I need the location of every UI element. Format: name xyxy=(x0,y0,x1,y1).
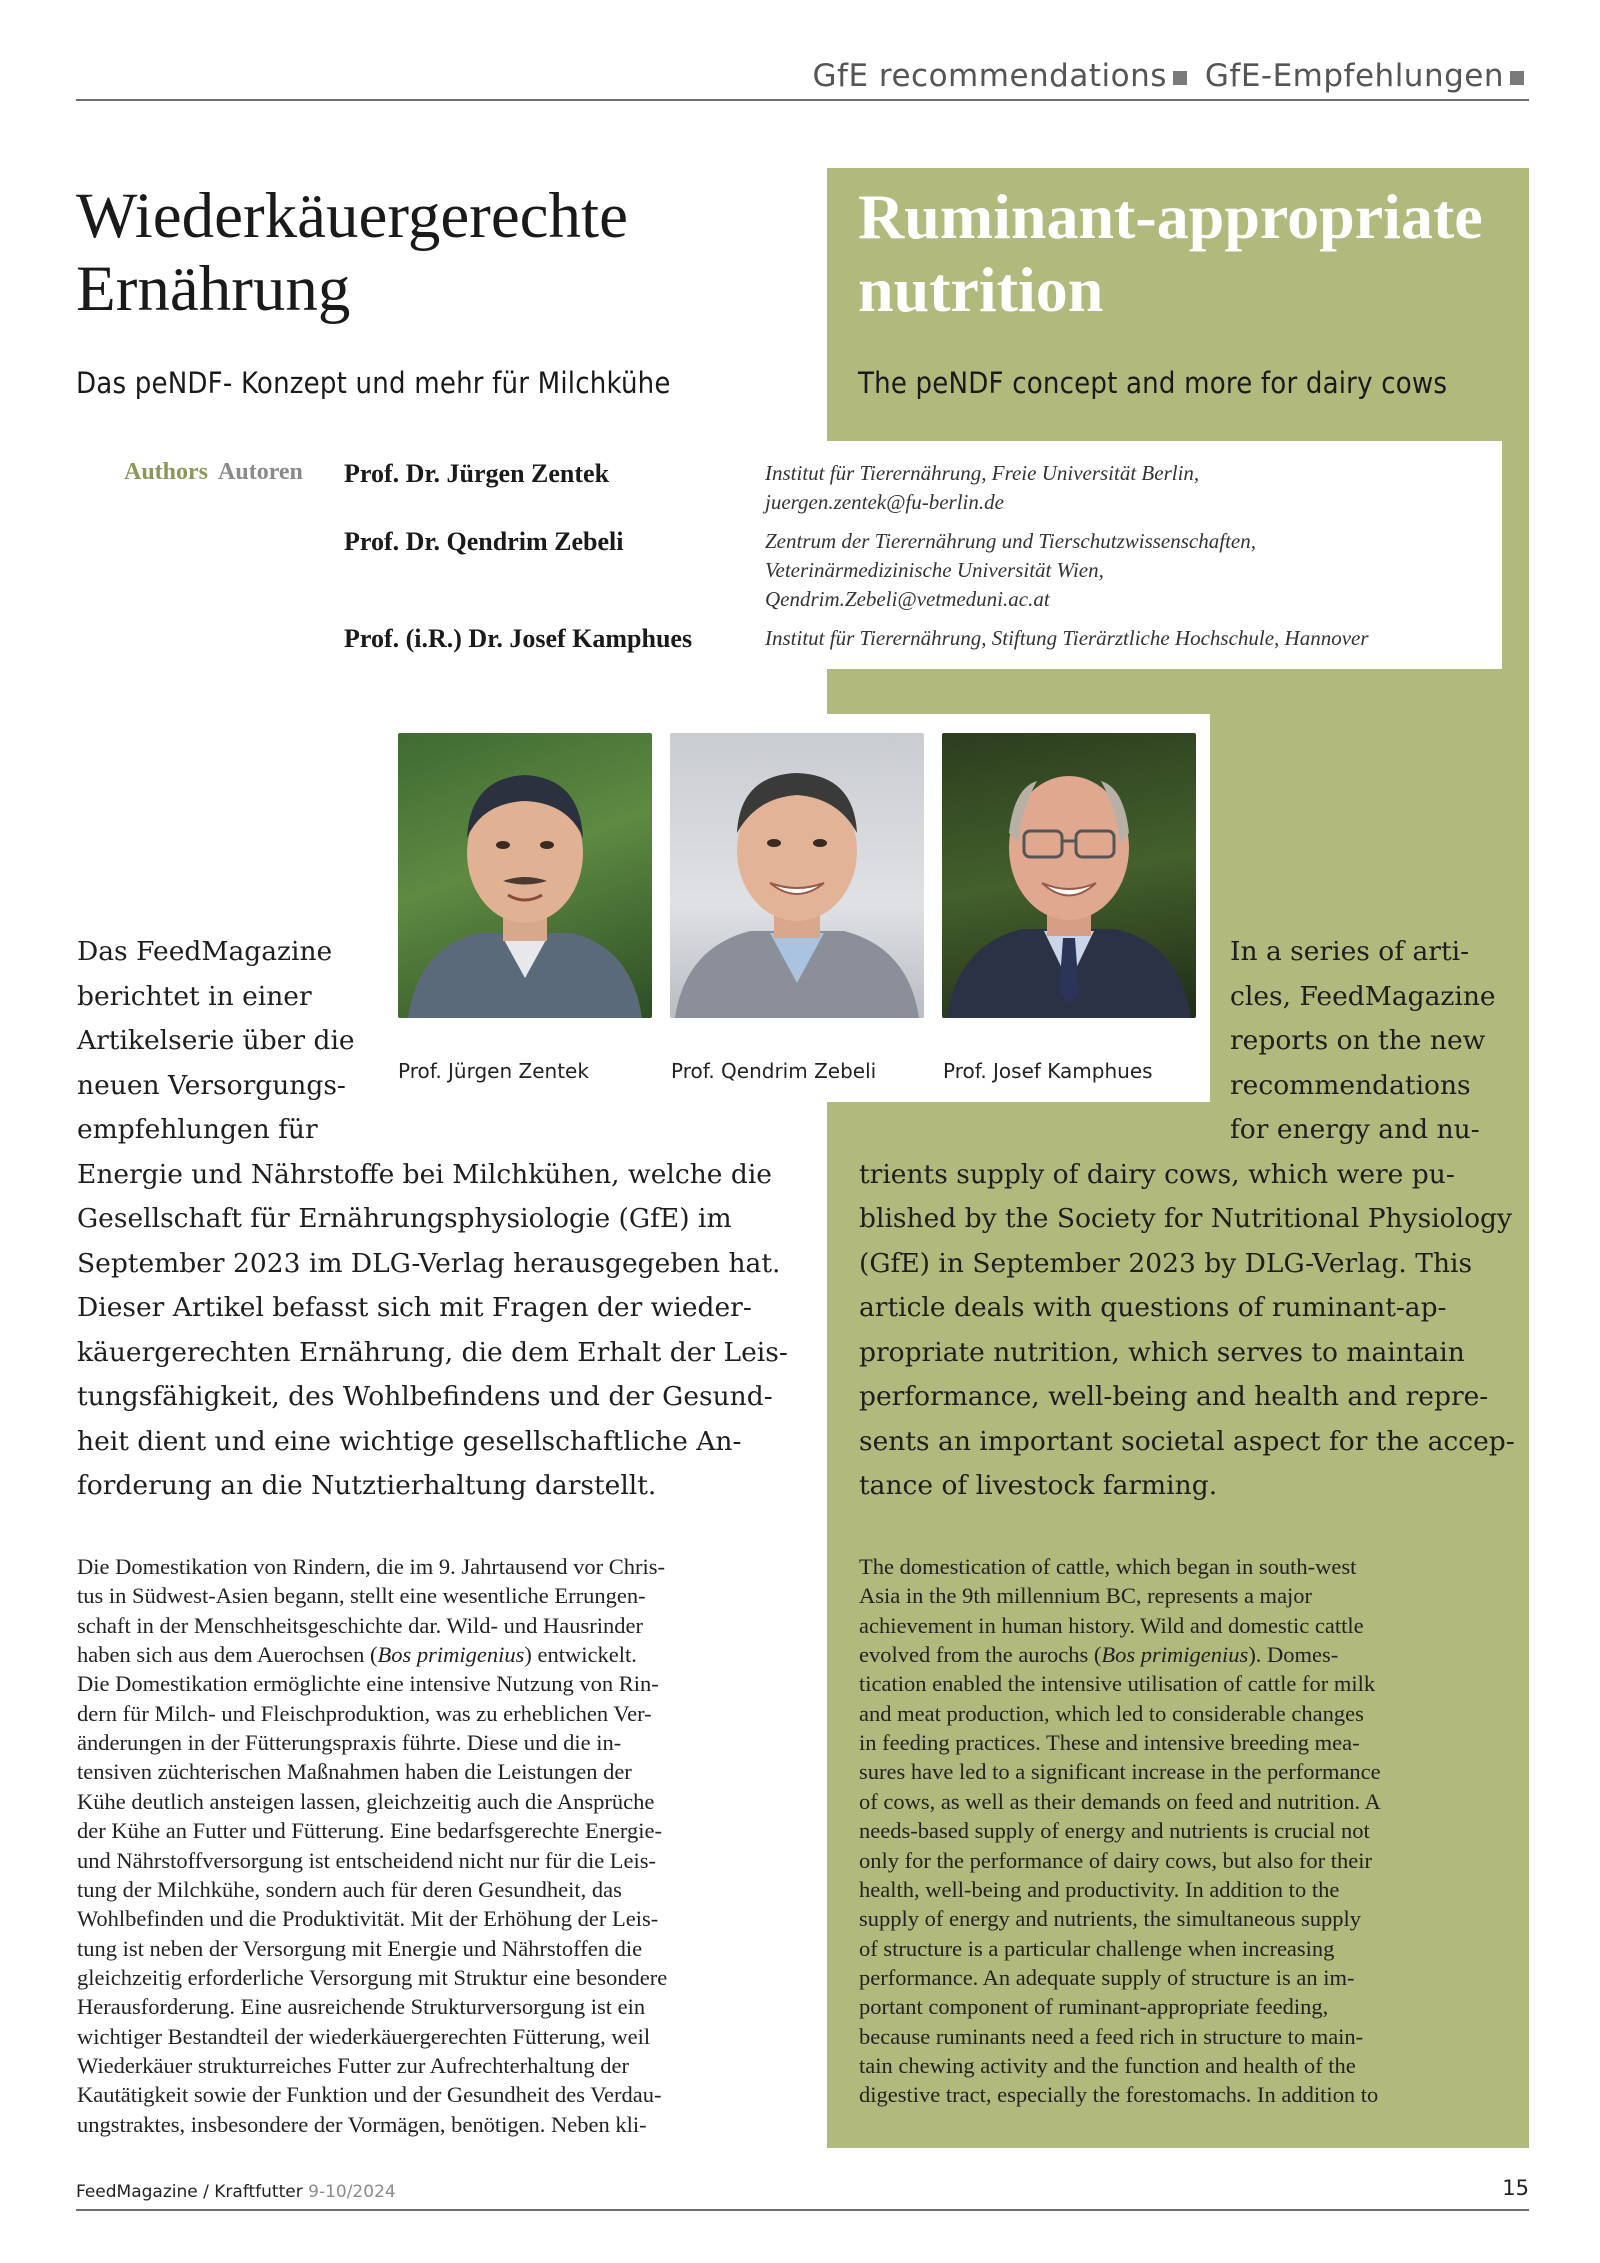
author-name-zebeli: Prof. Dr. Qendrim Zebeli xyxy=(344,527,624,556)
body-line: gleichzeitig erforderliche Versorgung mit Struktur eine besondere xyxy=(77,1964,668,1990)
subtitle-en: The peNDF concept and more for dairy cows xyxy=(858,366,1448,400)
body-line: haben sich aus dem Auerochsen (Bos primigenius) entwickelt. xyxy=(77,1642,637,1668)
authors-label: Authors Autoren xyxy=(124,459,303,485)
body-line: sures have led to a significant increase in the performance xyxy=(859,1759,1381,1785)
author-name-zentek: Prof. Dr. Jürgen Zentek xyxy=(344,459,610,488)
author-name-kamphues: Prof. (i.R.) Dr. Josef Kamphues xyxy=(344,624,693,653)
author-affiliation-zentek: Institut für Tierernährung, Freie Universität Berlin, juergen.zentek@fu-berlin.de xyxy=(765,461,1200,514)
body-line: because ruminants need a feed rich in structure to main- xyxy=(859,2023,1364,2049)
page-number: 15 xyxy=(1502,2176,1529,2200)
photo-caption-kamphues: Prof. Josef Kamphues xyxy=(943,1059,1153,1083)
author-affiliation-zebeli: Zentrum der Tierernährung und Tierschutzwissenschaften, Veterinärmedizinische Universität Wien, Qendrim.Zebeli@vetmeduni.ac.at xyxy=(765,529,1256,611)
body-line: Die Domestikation von Rindern, die im 9. Jahrtausend vor Chris- xyxy=(77,1554,666,1579)
body-line: in feeding practices. These and intensive breeding mea- xyxy=(859,1730,1360,1756)
body-line: schaft in der Menschheitsgeschichte dar. Wild- und Hausrinder xyxy=(77,1612,644,1638)
body-line: Wiederkäuer strukturreiches Futter zur Aufrechterhaltung der xyxy=(77,2052,629,2078)
body-line: ungstraktes, insbesondere der Vormägen, benötigen. Neben kli- xyxy=(77,2111,647,2137)
photo-caption-zebeli: Prof. Qendrim Zebeli xyxy=(671,1059,877,1083)
body-line: portant component of ruminant-appropriate feeding, xyxy=(859,1994,1329,2020)
body-line: und Nährstoffversorgung ist entscheidend nicht nur für die Leis- xyxy=(77,1847,657,1873)
body-line: der Kühe an Futter und Fütterung. Eine bedarfsgerechte Energie- xyxy=(77,1818,662,1844)
subtitle-de: Das peNDF- Konzept und mehr für Milchkühe xyxy=(76,366,671,400)
body-line: tung der Milchkühe, sondern auch für deren Gesundheit, das xyxy=(77,1876,622,1902)
body-line: achievement in human history. Wild and domestic cattle xyxy=(859,1612,1364,1638)
running-head xyxy=(813,58,1524,94)
body-line: wichtiger Bestandteil der wiederkäuergerechten Fütterung, weil xyxy=(77,2023,651,2049)
body-line: tication enabled the intensive utilisation of cattle for milk xyxy=(859,1671,1376,1697)
body-line: The domestication of cattle, which began in south-west xyxy=(859,1554,1357,1579)
author-affiliation-kamphues: Institut für Tierernährung, Stiftung Tierärztliche Hochschule, Hannover xyxy=(765,626,1369,650)
body-line: only for the performance of dairy cows, but also for their xyxy=(859,1847,1372,1873)
body-line: Herausforderung. Eine ausreichende Strukturversorgung ist ein xyxy=(77,1994,646,2020)
title-de: Wiederkäuergerechte Ernährung xyxy=(76,180,628,325)
body-line: digestive tract, especially the forestomachs. In addition to xyxy=(859,2082,1379,2108)
footer-rule xyxy=(76,2209,1529,2211)
body-line: Asia in the 9th millennium BC, represents a major xyxy=(859,1583,1313,1609)
portrait-photo-zebeli xyxy=(670,733,924,1018)
body-line: needs-based supply of energy and nutrients is crucial not xyxy=(859,1818,1370,1844)
body-line: Die Domestikation ermöglichte eine intensive Nutzung von Rin- xyxy=(77,1671,659,1697)
body-line: tain chewing activity and the function and health of the xyxy=(859,2052,1356,2078)
section-en: GfE recommendations xyxy=(812,58,1167,94)
photo-caption-zentek: Prof. Jürgen Zentek xyxy=(398,1059,589,1083)
header-rule xyxy=(76,99,1529,101)
body-line: tung ist neben der Versorgung mit Energie und Nährstoffen die xyxy=(77,1935,643,1961)
body-line: and meat production, which led to considerable changes xyxy=(859,1700,1364,1726)
portrait-photo-zentek xyxy=(398,733,652,1018)
body-line: tus in Südwest-Asien begann, stellt eine wesentliche Errungen- xyxy=(77,1583,646,1609)
body-line: of structure is a particular challenge when increasing xyxy=(859,1935,1335,1961)
footer-publication: FeedMagazine / Kraftfutter 9-10/2024 xyxy=(76,2182,396,2202)
body-line: evolved from the aurochs (Bos primigenius). Domes- xyxy=(859,1642,1339,1668)
body-line: Wohlbefinden und die Produktivität. Mit der Erhöhung der Leis- xyxy=(77,1906,659,1932)
section-de: GfE-Empfehlungen xyxy=(1204,58,1504,94)
title-en: Ruminant-appropriate nutrition xyxy=(858,181,1483,325)
portrait-photo-kamphues xyxy=(942,733,1196,1018)
body-line: health, well-being and productivity. In addition to the xyxy=(859,1876,1340,1902)
body-line: of cows, as well as their demands on feed and nutrition. A xyxy=(859,1788,1381,1814)
body-line: tensiven züchterischen Maßnahmen haben die Leistungen der xyxy=(77,1759,632,1785)
body-line: dern für Milch- und Fleischproduktion, was zu erheblichen Ver- xyxy=(77,1700,652,1726)
body-line: supply of energy and nutrients, the simultaneous supply xyxy=(859,1906,1362,1932)
square-bullet-icon xyxy=(1510,71,1524,85)
body-line: Kautätigkeit sowie der Funktion und der Gesundheit des Verdau- xyxy=(77,2082,662,2108)
body-line: performance. An adequate supply of structure is an im- xyxy=(859,1964,1355,1990)
body-line: änderungen in der Fütterungspraxis führte. Diese und die in- xyxy=(77,1730,622,1756)
square-bullet-icon xyxy=(1173,71,1187,85)
body-line: Kühe deutlich ansteigen lassen, gleichzeitig auch die Ansprüche xyxy=(77,1788,655,1814)
